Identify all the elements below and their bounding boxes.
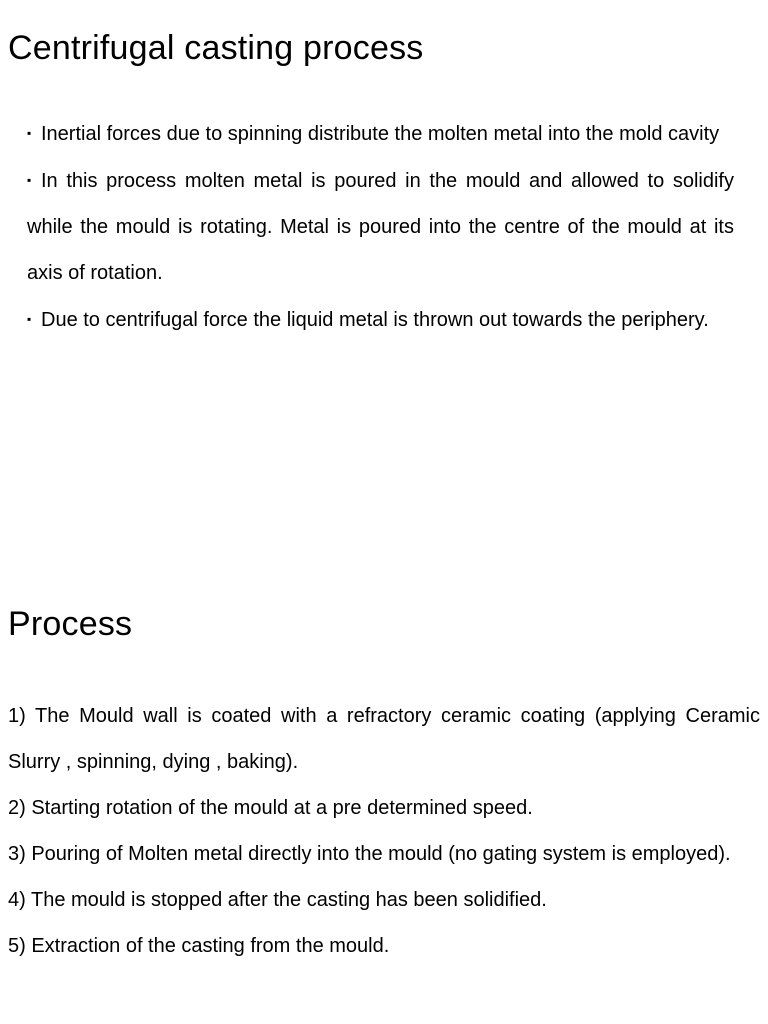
- bullet-item: [27, 296, 734, 343]
- slide-title: Process: [8, 605, 133, 643]
- process-step: 1) The Mould wall is coated with a refractory ceramic coating (applying Ceramic Slurry , spinning, dying , baking).: [8, 705, 760, 773]
- bullet-item: [27, 157, 734, 296]
- slide-title: Centrifugal casting process: [8, 29, 424, 67]
- bullet-text: Inertial forces due to spinning distribute the molten metal into the mold cavity: [41, 123, 720, 145]
- process-steps-list: [8, 693, 760, 969]
- process-step: 5) Extraction of the casting from the mould.: [8, 935, 390, 957]
- bullet-text: Due to centrifugal force the liquid metal is thrown out towards the periphery.: [41, 309, 709, 331]
- process-step: 2) Starting rotation of the mould at a pre determined speed.: [8, 797, 533, 819]
- bullet-text: In this process molten metal is poured in the mould and allowed to solidify while the mould is rotating. Metal is poured into the centre of the mould at its axis of rotation.: [27, 170, 734, 284]
- square-bullet-icon: ▪: [27, 173, 32, 187]
- slide-process: [0, 560, 768, 1024]
- process-step: 4) The mould is stopped after the casting has been solidified.: [8, 889, 547, 911]
- square-bullet-icon: ▪: [27, 312, 32, 326]
- process-step: 3) Pouring of Molten metal directly into the mould (no gating system is employed).: [8, 843, 731, 865]
- square-bullet-icon: ▪: [27, 126, 32, 140]
- bullet-list: [27, 110, 734, 343]
- bullet-item: [27, 110, 734, 157]
